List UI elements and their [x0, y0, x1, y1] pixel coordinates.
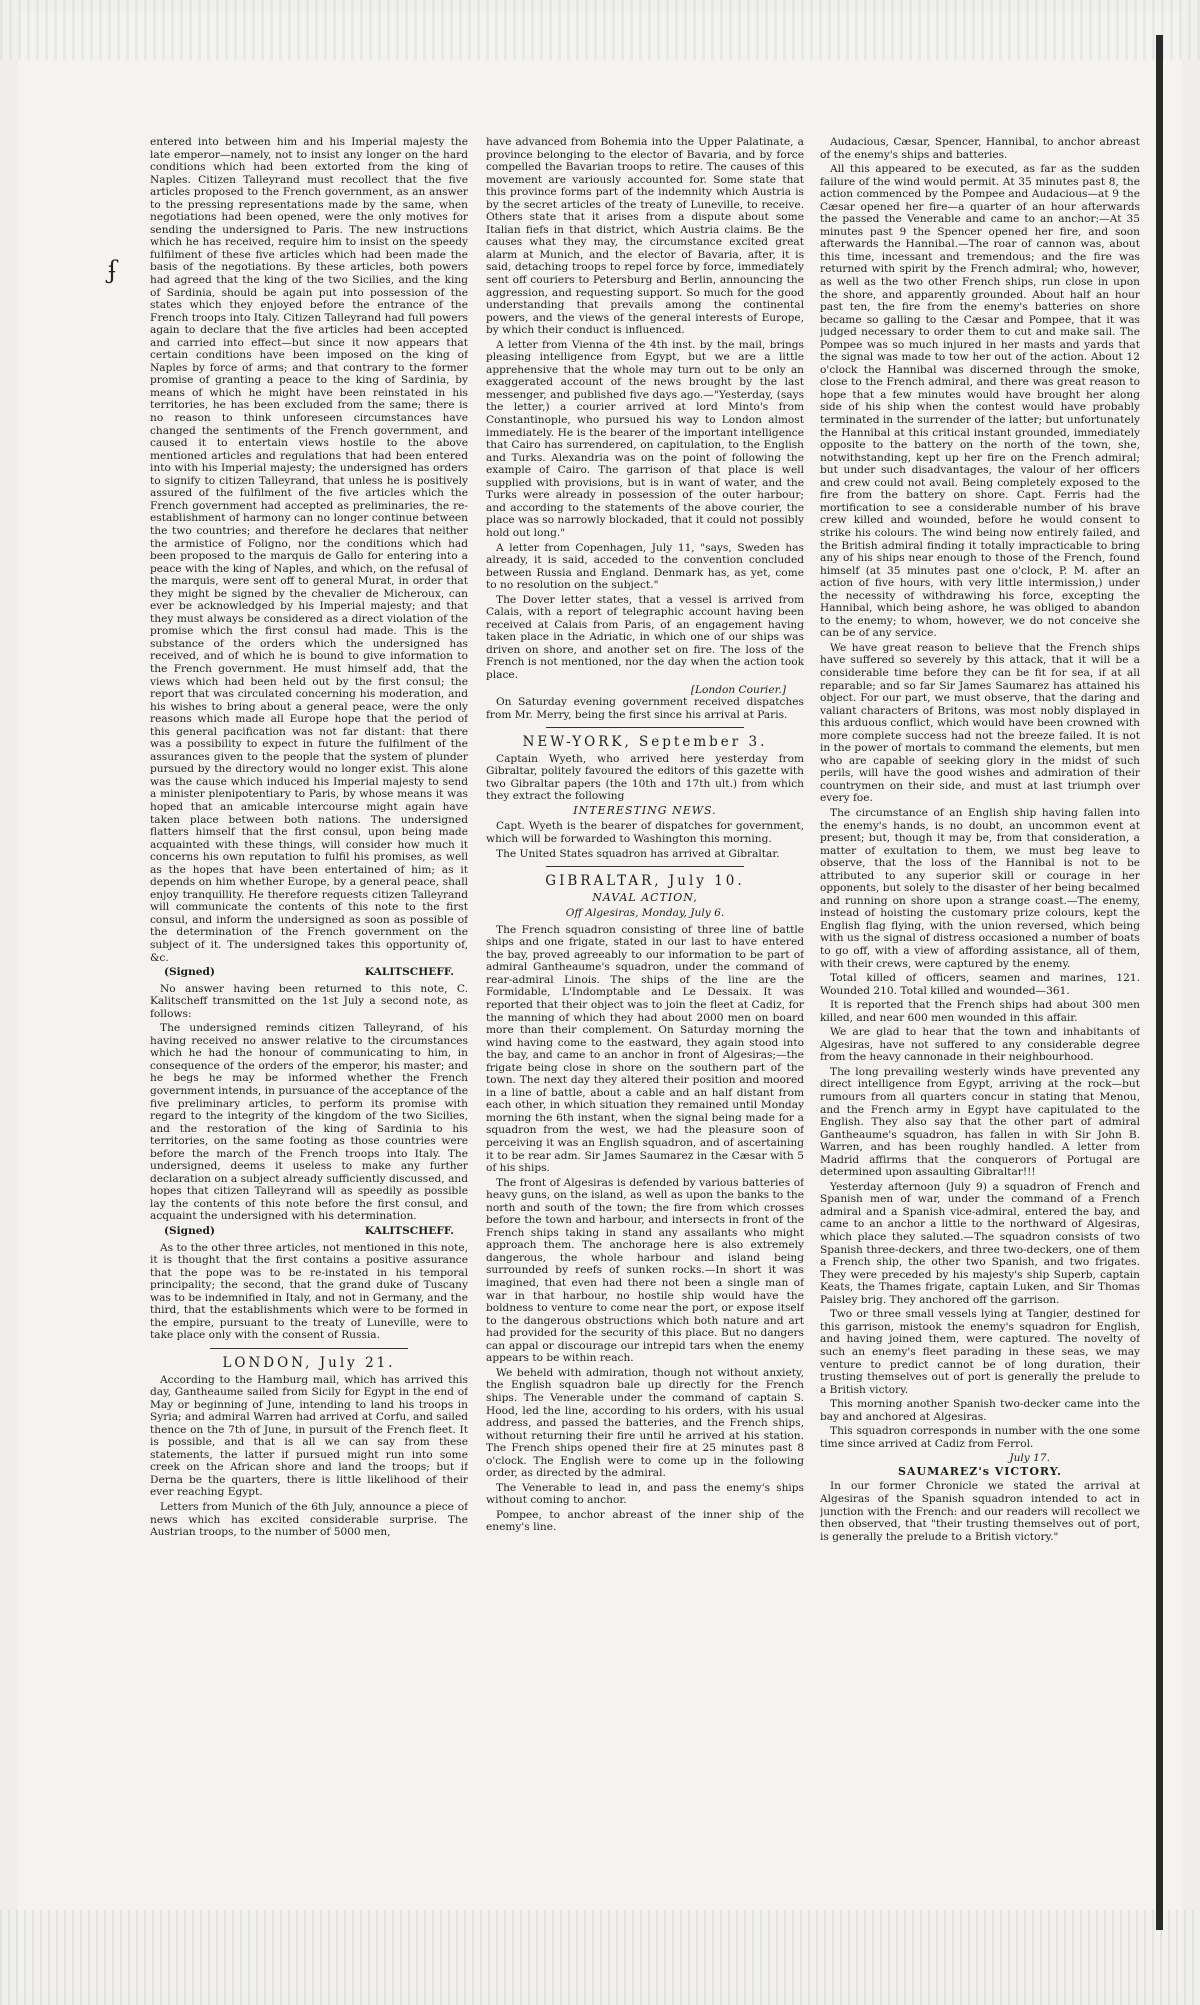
section-heading-new-york: NEW-YORK, September 3. [522, 734, 768, 751]
paragraph: No answer having been returned to this note, C. Kalitscheff transmitted on the 1st July a second note, as follows: [150, 982, 468, 1020]
paragraph: have advanced from Bohemia into the Upper Palatinate, a province belonging to the elector of Bavaria, and by force compelled the Bavarian troops to retire. The causes of this movement are variously accounted for. Some state that this province forms part of the indemnity which Austria is by the secret articles of the treaty of Luneville, to receive. Others state that it arises from a dispute about some Italian fiefs in that district, which Austria claims. Be the causes what they may, the circumstance excited great alarm at Munich, and the elector of Bavaria, after, it is said, detaching troops to repel force by force, immediately sent off couriers to Petersburg and Berlin, announcing the aggression, and requesting support. So much for the good understanding that prevails among the continental powers, and the views of the general interests of Europe, by which their conduct is influenced. [486, 136, 804, 337]
subheading-location-date: Off Algesiras, Monday, July 6. [565, 907, 725, 920]
scan-edge-top [0, 0, 1200, 60]
paragraph: The long prevailing westerly winds have prevented any direct intelligence from Egypt, arriving at the rock—but rumours from all quarters concur in stating that Menou, and the French army in Egypt have capitulated to the English. They also say that the other part of admiral Gantheaume's squadron, has fallen in with Sir John B. Warren, and has been roughly handled. A letter from Madrid affirms that the conquerors of Portugal are determined upon assaulting Gibraltar!!! [820, 1065, 1140, 1179]
signature-label: (Signed) [164, 1225, 215, 1238]
section-heading-gibraltar: GIBRALTAR, July 10. [545, 873, 745, 890]
page-binding-edge [1156, 35, 1163, 1930]
divider [546, 866, 744, 867]
paragraph: On Saturday evening government received dispatches from Mr. Merry, being the first since his arrival at Paris. [486, 696, 804, 721]
paragraph: Two or three small vessels lying at Tangier, destined for this garrison, mistook the enemy's squadron for English, and having joined them, were captured. The novelty of such an enemy's fleet parading in these seas, we may venture to predict cannot be of long duration, their trusting themselves out of port is generally the prelude to a British victory. [820, 1308, 1140, 1396]
signature [150, 1225, 468, 1238]
paragraph: Captain Wyeth, who arrived here yesterday from Gibraltar, politely favoured the editors of this gazette with two Gibraltar papers (the 10th and 17th ult.) from which they extract the following [486, 752, 804, 803]
paragraph: The Venerable to lead in, and pass the enemy's ships without coming to anchor. [486, 1481, 804, 1507]
paragraph: We are glad to hear that the town and inhabitants of Algesiras, have not suffered to any considerable degree from the heavy cannonade in their neighbourhood. [820, 1026, 1140, 1064]
scan-edge-bottom [0, 1910, 1200, 2005]
column-right [820, 136, 1140, 1906]
divider [546, 727, 744, 728]
paragraph: We beheld with admiration, though not without anxiety, the English squadron bale up directly for the French ships. The Venerable under the command of captain S. Hood, led the line, according to his orders, with his usual address, and passed the batteries, and the French ships, without returning their fire until he arrived at his station. The French ships opened their fire at 25 minutes past 8 o'clock. The English were to come up in the following order, as directed by the admiral. [486, 1366, 804, 1480]
paragraph: The undersigned reminds citizen Talleyrand, of his having received no answer relative to the circumstances which he had the honour of communicating to him, in consequence of the orders of the emperor, his master; and he begs he may be informed whether the French government intends, in pursuance of the acceptance of the five preliminary articles, to perform its promise with regard to the integrity of the kingdom of the two Sicilies, and the restoration of the king of Sardinia to his territories, on the same footing as those countries were before the march of the French troops into Italy. The undersigned, deems it useless to make any further declaration on a subject already sufficiently discussed, and hopes that citizen Talleyrand will as speedily as possible lay the contents of this note before the first consul, and acquaint the undersigned with his determination. [150, 1022, 468, 1223]
paragraph: This squadron corresponds in number with the one some time since arrived at Cadiz from Ferrol. [820, 1425, 1140, 1450]
divider [210, 1348, 408, 1349]
paragraph: The Dover letter states, that a vessel is arrived from Calais, with a report of telegraphic account having been received at Calais from Paris, of an engagement having taken place in the Adriatic, in which one of our ships was driven on shore, and another set on fire. The loss of the French is not mentioned, nor the day when the action took place. [486, 593, 804, 681]
paragraph: As to the other three articles, not mentioned in this note, it is thought that the first contains a positive assurance that the pope was to be re-instated in his temporal principality; the second, that the grand duke of Tuscany was to be indemnified in Italy, and not in Germany, and the third, that the establishments which were to be formed in the empire, pursuant to the treaty of Luneville, were to take place only with the consent of Russia. [150, 1241, 468, 1342]
column-left [150, 136, 468, 1906]
paragraph: All this appeared to be executed, as far as the sudden failure of the wind would permit. At 35 minutes past 8, the action commenced by the Pompee and Audacious—at 9 the Cæsar opened her fire—a quarter of an hour afterwards the passed the Venerable and came to an anchor:—At 35 minutes past 9 the Spencer opened her fire, and soon afterwards the Hannibal.—The roar of cannon was, about this time, incessant and tremendous; and the fire was returned with spirit by the French admiral; who, however, as well as the two other French ships, run close in upon the shore, and apparently grounded. About half an hour past ten, the fire from the enemy's batteries on shore became so galling to the Cæsar and Pompee, that it was judged necessary to order them to cut and make sail. The Pompee was so much injured in her masts and yards that the signal was made to tow her out of the action. About 12 o'clock the Hannibal was discerned through the smoke, close to the French admiral, and there was great reason to hope that a few minutes would have brought her along side of his ship when the contest would have probably terminated in the surrender of the latter; but unfortunately the Hannibal at this critical instant grounded, immediately opposite to the battery on the north of the town, she, notwithstanding, kept up her fire on the French admiral; but under such disadvantages, the valour of her officers and crew could not avail. Being completely exposed to the fire from the battery on shore. Capt. Ferris had the mortification to see a considerable number of his brave crew killed and wounded, before he would consent to strike his colours. The wind being now entirely failed, and the British admiral finding it totally impracticable to bring any of his ships near enough to those of the French, found himself (at 35 minutes past one o'clock, P. M. after an action of five hours, with very little intermission,) under the necessity of withdrawing his force, excepting the Hannibal, which being ashore, he was obliged to abandon to the enemy; to whom, however, we do not conceive she can be of any service. [820, 163, 1140, 640]
paragraph: Audacious, Cæsar, Spencer, Hannibal, to anchor abreast of the enemy's ships and batteries. [820, 136, 1140, 161]
paragraph: Total killed of officers, seamen and marines, 121. Wounded 210. Total killed and wounded—361. [820, 972, 1140, 997]
signature-name: KALITSCHEFF. [364, 966, 454, 979]
paragraph: It is reported that the French ships had about 300 men killed, and near 600 men wounded in this affair. [820, 999, 1140, 1024]
paragraph: Yesterday afternoon (July 9) a squadron of French and Spanish men of war, under the command of a French admiral and a Spanish vice-admiral, entered the bay, and came to an anchor a little to the northward of Algesiras, which place they saluted.—The squadron consists of two Spanish three-deckers, and three two-deckers, one of them a French ship, the other two Spanish, and two frigates. They were preceded by his majesty's ship Superb, captain Keats, the Thames frigate, captain Luken, and Sir Thomas Paisley brig. They anchored off the garrison. [820, 1180, 1140, 1306]
paragraph: The United States squadron has arrived at Gibraltar. [496, 847, 780, 860]
source-credit: [London Courier.] [690, 683, 786, 696]
paragraph: This morning another Spanish two-decker came into the bay and anchored at Algesiras. [820, 1398, 1140, 1423]
paragraph: entered into between him and his Imperial majesty the late emperor—namely, not to insist any longer on the hard conditions which had been extorted from the king of Naples. Citizen Talleyrand must recollect that the five articles proposed to the French government, as an answer to the pressing representations made by the same, when negotiations had been opened, were the only motives for sending the undersigned to Paris. The new instructions which he has received, require him to insist on the speedy fulfilment of these five articles which had been made the basis of the negotiations. By these articles, both powers had agreed that the king of the two Sicilies, and the king of Sardinia, should be again put into possession of the states which they enjoyed before the entrance of the French troops into Italy. Citizen Talleyrand had full powers again to declare that the five articles had been accepted and carried into effect—but since it now appears that certain conditions have been imposed on the king of Naples by force of arms; and that contrary to the former promise of granting a peace to the king of Sardinia, by means of which he might have been reinstated in his territories, he has been excluded from the same; there is no reason to think unforeseen circumstances have changed the sentiments of the French government, and caused it to entertain views hostile to the above mentioned articles and regulations that had been entered into with his Imperial majesty; the undersigned has orders to signify to citizen Talleyrand, that unless he is positively assured of the fulfilment of the five articles which the French government had accepted as preliminaries, the re-establishment of harmony can no longer continue between the two countries; and therefore he declares that neither the armistice of Foligno, nor the conditions which had been proposed to the marquis de Gallo for entering into a peace with the king of Naples, and which, on the refusal of the marquis, were sent off to general Murat, in order that they might be signed by the chevalier de Micheroux, can ever be acknowledged by his Imperial majesty; and that they must always be considered as a direct violation of the promise which the first consul had made. This is the substance of the orders which the undersigned has received, and of which he is bound to give information to the French government. He must himself add, that the views which had been held out by the first consul; the report that was circulated concerning his moderation, and his wishes to bring about a general peace, were the only reasons which made all Europe hope that the period of this general pacification was not far distant: that there was a possibility to expect in future the fulfilment of the assurances given to the people that the system of plunder pursued by the directory would no longer exist. This alone was the cause which induced his Imperial majesty to send a minister plenipotentiary to Paris, by whose means it was hoped that an amicable intercourse might again have taken place between both nations. The undersigned flatters himself that the first consul, upon being made acquainted with these things, will consider how much it concerns his own reputation to fulfil his promises, as well as the hopes that have been entertained of him; as it depends on him whether Europe, by a general peace, shall enjoy tranquillity. He therefore requests citizen Talleyrand will communicate the contents of this note to the first consul, and inform the undersigned as soon as possible of the determination of the French government on the subject of it. The undersigned takes this opportunity of, &c. [150, 136, 468, 964]
paragraph: The circumstance of an English ship having fallen into the enemy's hands, is no doubt, an uncommon event at present; but, though it may be, from that consideration, a matter of exultation to them, we must beg leave to observe, that the loss of the Hannibal is not to be attributed to any superior skill or courage in her opponents, but solely to the disaster of her being becalmed and running on shore upon a strange coast.—The enemy, instead of hoisting the customary prize colours, kept the English flag flying, with the union reversed, which being with us the signal of distress occasioned a number of boats to go off, with a view of affording assistance, all of them, with their crews, were captured by the enemy. [820, 806, 1140, 970]
paragraph: A letter from Vienna of the 4th inst. by the mail, brings pleasing intelligence from Egypt, but we are a little apprehensive that the whole may turn out to be only an exaggerated account of the news brought by the last messenger, and published five days ago.—"Yesterday, (says the letter,) a courier arrived at lord Minto's from Constantinople, who pursued his way to London almost immediately. He is the bearer of the important intelligence that Cairo has surrendered, on capitulation, to the English and Turks. Alexandria was on the point of following the example of Cairo. The garrison of that place is well supplied with provisions, but is in want of water, and the Turks were already in possession of the outer harbour; and according to the statements of the above courier, the place was so narrowly blockaded, that it could not possibly hold out long." [486, 338, 804, 539]
paragraph: Pompee, to anchor abreast of the inner ship of the enemy's line. [486, 1508, 804, 1534]
subheading-naval-action: NAVAL ACTION, [592, 890, 698, 904]
paragraph: We have great reason to believe that the French ships have suffered so severely by this attack, that it will be a considerable time before they can be fit for sea, if at all reparable; and so far Sir James Saumarez has attained his object. For our part, we must observe, that the daring and valiant characters of Britons, was most nobly displayed in this arduous conflict, which would have been crowned with more complete success had not the breeze failed. It is not in the power of mortals to command the elements, but men who are capable of seeking glory in the midst of such perils, will have the good wishes and admiration of their countrymen on their side, and must at last triumph over every foe. [820, 641, 1140, 805]
paragraph: In our former Chronicle we stated the arrival at Algesiras of the Spanish squadron intended to act in junction with the French: and our readers will recollect we then observed, that "their trusting themselves out of port, is generally the prelude to a British victory." [820, 1480, 1140, 1543]
section-heading-london: LONDON, July 21. [222, 1354, 396, 1371]
subheading-interesting-news: INTERESTING NEWS. [573, 803, 717, 817]
column-middle [486, 136, 804, 1906]
margin-mark-icon: ʄ [108, 256, 117, 284]
dateline: July 17. [1009, 1452, 1050, 1465]
paragraph: Letters from Munich of the 6th July, announce a piece of news which has excited considerable surprise. The Austrian troops, to the number of 5000 men, [150, 1500, 468, 1539]
section-heading-victory: SAUMAREZ's VICTORY. [898, 1464, 1062, 1478]
signature-label: (Signed) [164, 966, 215, 979]
signature-name: KALITSCHEFF. [364, 1225, 454, 1238]
signature [150, 966, 468, 979]
paragraph: The front of Algesiras is defended by various batteries of heavy guns, on the island, as well as upon the banks to the north and south of the town; the fire from which crosses before the town and harbour, and intersects in front of the French ships taking in stand any assailants who might approach them. The anchorage here is also extremely dangerous, the whole harbour and island being surrounded by reefs of sunken rocks.—In short it was imagined, that even had there not been a single man of war in that harbour, no hostile ship would have the boldness to venture to come near the port, or expose itself to the dangerous obstructions which both nature and art had provided for the security of this place. But no dangers can appal or discourage our intrepid tars when the enemy appears to be within reach. [486, 1176, 804, 1365]
paragraph: According to the Hamburg mail, which has arrived this day, Gantheaume sailed from Sicily for Egypt in the end of May or beginning of June, intending to land his troops in Syria; and admiral Warren had arrived at Corfu, and sailed thence on the 7th of June, in pursuit of the French fleet. It is possible, and that is all we can say from these statements, the latter if pursued might run into some creek on the African shore and land the troops; but if Derna be the quarters, there is little likelihood of their ever reaching Egypt. [150, 1373, 468, 1499]
paragraph: The French squadron consisting of three line of battle ships and one frigate, stated in our last to have entered the bay, proved agreeably to our information to be part of admiral Gantheaume's squadron, under the command of rear-admiral Linois. The ships of the line are the Formidable, L'Indomptable and Le Dessaix. It was reported that their object was to join the fleet at Cadiz, for the manning of which they had about 2000 men on board more than their complement. On Saturday morning the wind having come to the eastward, they again stood into the bay, and came to an anchor in front of Algesiras;—the frigate being close in shore on the southern part of the town. The next day they altered their position and moored in a line of battle, about a cable and an half distant from each other, in which situation they remained until Monday morning the 6th instant, when the signal being made for a squadron from the west, we had the pleasure soon of perceiving it was an English squadron, and of ascertaining it to be rear adm. Sir James Saumarez in the Cæsar with 5 of his ships. [486, 923, 804, 1175]
paragraph: A letter from Copenhagen, July 11, "says, Sweden has already, it is said, acceded to the convention concluded between Russia and England. Denmark has, as yet, come to no resolution on the subject." [486, 541, 804, 592]
paragraph: Capt. Wyeth is the bearer of dispatches for government, which will be forwarded to Washington this morning. [486, 820, 804, 845]
